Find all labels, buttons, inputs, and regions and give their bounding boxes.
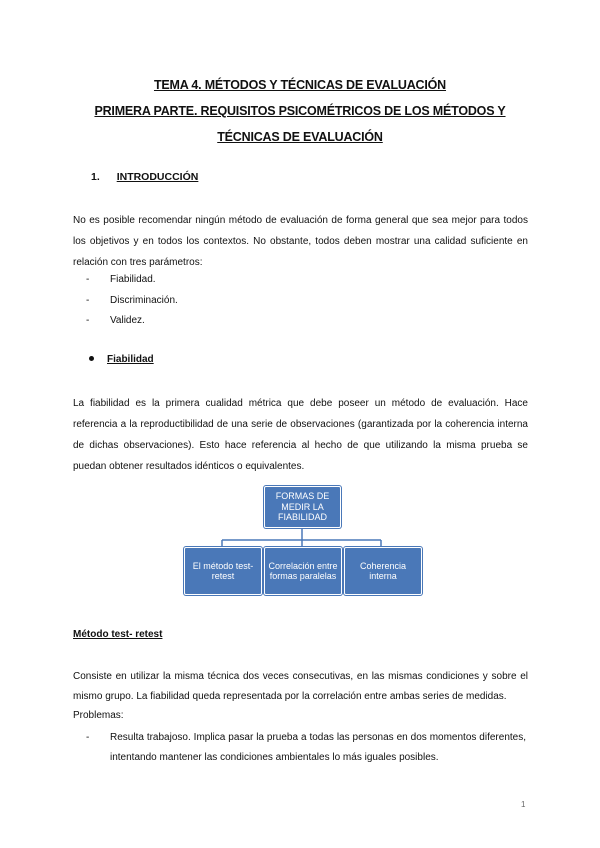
fiabilidad-paragraph: La fiabilidad es la primera cualidad métrica que debe poseer un método de evaluación. Hace referencia a la reproductibilidad de una serie de observaciones (garantizada por la coherencia interna de dichas observaciones). Esto hace referencia al hecho de que utilizando la misma prueba se puedan obtener resultados idénticos o equivalentes. [73, 398, 528, 472]
list-item: - Discriminación. [86, 291, 526, 312]
problems-list [86, 728, 526, 768]
document-title [0, 72, 600, 150]
bullet-icon [89, 356, 94, 361]
intro-paragraph: No es posible recomendar ningún método de evaluación de forma general que sea mejor para todos los objetivos y en todos los contextos. No obstante, todos deben mostrar una calidad suficiente en relación con tres parámetros: [73, 215, 528, 268]
test-retest-heading: Método test- retest [73, 629, 163, 640]
diagram-node-formas-paralelas: Correlación entre formas paralelas [264, 547, 342, 595]
title-line-1: TEMA 4. MÉTODOS Y TÉCNICAS DE EVALUACIÓN [153, 78, 447, 92]
section-heading-introduccion [91, 171, 198, 183]
title-line-3: TÉCNICAS DE EVALUACIÓN [217, 130, 383, 144]
problems-label: Problemas: [73, 710, 124, 721]
diagram-node-coherencia-interna: Coherencia interna [344, 547, 422, 595]
list-item: - Fiabilidad. [86, 270, 526, 291]
page-number: 1 [521, 800, 526, 809]
test-retest-paragraph: Consiste en utilizar la misma técnica dos veces consecutivas, en las mismas condiciones y sobre el mismo grupo. La fiabilidad queda representada por la correlación entre ambas series de medidas. Problemas: [73, 667, 528, 726]
section-number: 1. [91, 171, 100, 183]
title-line-2: PRIMERA PARTE. REQUISITOS PSICOMÉTRICOS DE LOS MÉTODOS Y [94, 104, 506, 118]
diagram-root-node: FORMAS DE MEDIR LA FIABILIDAD [264, 486, 341, 528]
diagram-node-test-retest: El método test- retest [184, 547, 262, 595]
section-title: INTRODUCCIÓN [116, 171, 199, 183]
list-item: - Validez. [86, 311, 526, 332]
fiabilidad-heading: Fiabilidad [89, 354, 154, 365]
list-item: - Resulta trabajoso. Implica pasar la prueba a todas las personas en dos momentos diferentes, intentando mantener las condiciones ambientales lo más iguales posibles. [86, 728, 526, 768]
parameters-list [86, 270, 526, 332]
